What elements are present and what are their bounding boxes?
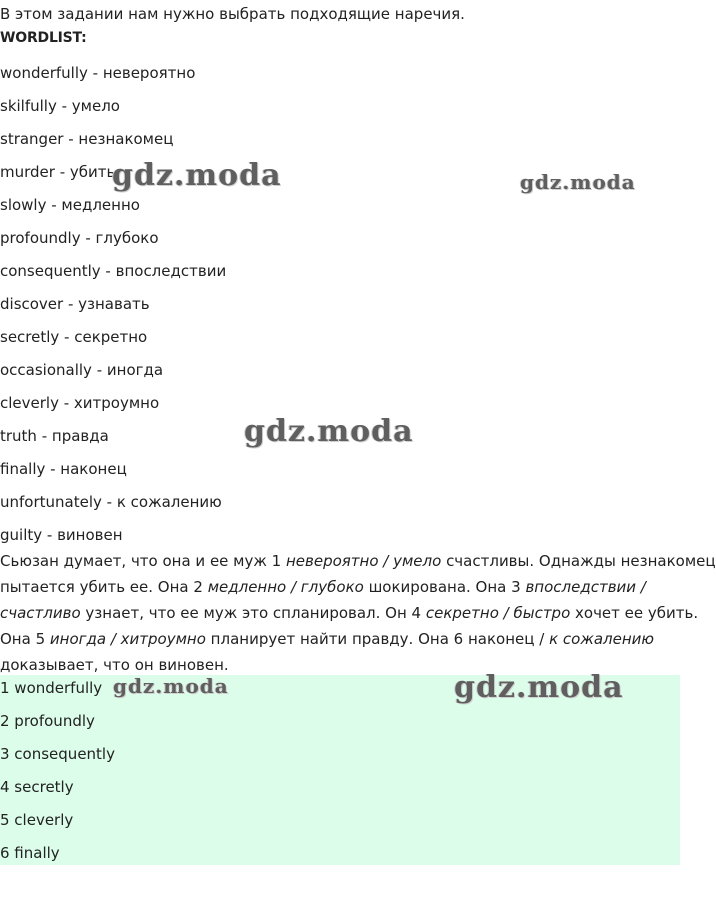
story-text: узнает, что ее муж это спланировал. Он 4	[80, 604, 426, 622]
story-line	[0, 600, 699, 626]
story-text: пытается убить ее. Она 2	[0, 578, 208, 596]
wordlist-item: unfortunately - к сожалению	[0, 493, 222, 511]
story-text: хочет ее убить.	[570, 604, 699, 622]
wordlist-item: truth - правда	[0, 427, 109, 445]
wordlist	[0, 62, 226, 557]
story-paragraph	[0, 548, 716, 678]
wordlist-item: wonderfully - невероятно	[0, 64, 196, 82]
wordlist-item: cleverly - хитроумно	[0, 394, 160, 412]
watermark-logo: gdz.moda	[454, 670, 624, 705]
story-option: счастливо	[0, 604, 81, 622]
story-text: шокирована. Она 3	[363, 578, 526, 596]
wordlist-item: stranger - незнакомец	[0, 130, 174, 148]
wordlist-item: murder - убить	[0, 163, 116, 181]
answer-item: 3 consequently	[0, 745, 115, 763]
intro-text: В этом задании нам нужно выбрать подходящие наречия.	[0, 5, 465, 23]
story-line	[0, 626, 680, 652]
story-option: впоследствии /	[525, 578, 646, 596]
story-option: иногда / хитроумно	[49, 630, 206, 648]
wordlist-item: discover - узнавать	[0, 295, 150, 313]
wordlist-item: secretly - секретно	[0, 328, 148, 346]
wordlist-heading: WORDLIST:	[0, 30, 87, 46]
watermark-logo: gdz.moda	[244, 414, 414, 449]
answer-item: 2 profoundly	[0, 712, 95, 730]
answers-list	[0, 677, 115, 875]
wordlist-item: slowly - медленно	[0, 196, 140, 214]
story-text: счастливы. Однажды незнакомец	[441, 552, 716, 570]
story-text: Сьюзан думает, что она и ее муж 1	[0, 552, 286, 570]
watermark-logo: gdz.moda	[113, 674, 229, 698]
story-option: невероятно / умело	[285, 552, 442, 570]
watermark-logo: gdz.moda	[112, 158, 282, 193]
wordlist-item: occasionally - иногда	[0, 361, 164, 379]
story-text: доказывает, что он виновен.	[0, 656, 229, 674]
wordlist-item: finally - наконец	[0, 460, 127, 478]
story-line	[0, 574, 680, 600]
answer-item: 5 cleverly	[0, 811, 74, 829]
story-text: Она 5	[0, 630, 50, 648]
story-option: к сожалению	[549, 630, 655, 648]
watermark-logo: gdz.moda	[520, 170, 636, 194]
answer-item: 1 wonderfully	[0, 679, 103, 697]
wordlist-item: consequently - впоследствии	[0, 262, 227, 280]
answers-panel	[0, 675, 680, 865]
answer-item: 6 finally	[0, 844, 60, 862]
wordlist-item: skilfully - умело	[0, 97, 120, 115]
story-option: медленно / глубоко	[207, 578, 364, 596]
wordlist-item: profoundly - глубоко	[0, 229, 159, 247]
wordlist-item: guilty - виновен	[0, 526, 123, 544]
answer-item: 4 secretly	[0, 778, 74, 796]
story-text: планирует найти правду. Она 6 наконец /	[205, 630, 550, 648]
story-line	[0, 548, 716, 574]
story-option: секретно / быстро	[425, 604, 571, 622]
